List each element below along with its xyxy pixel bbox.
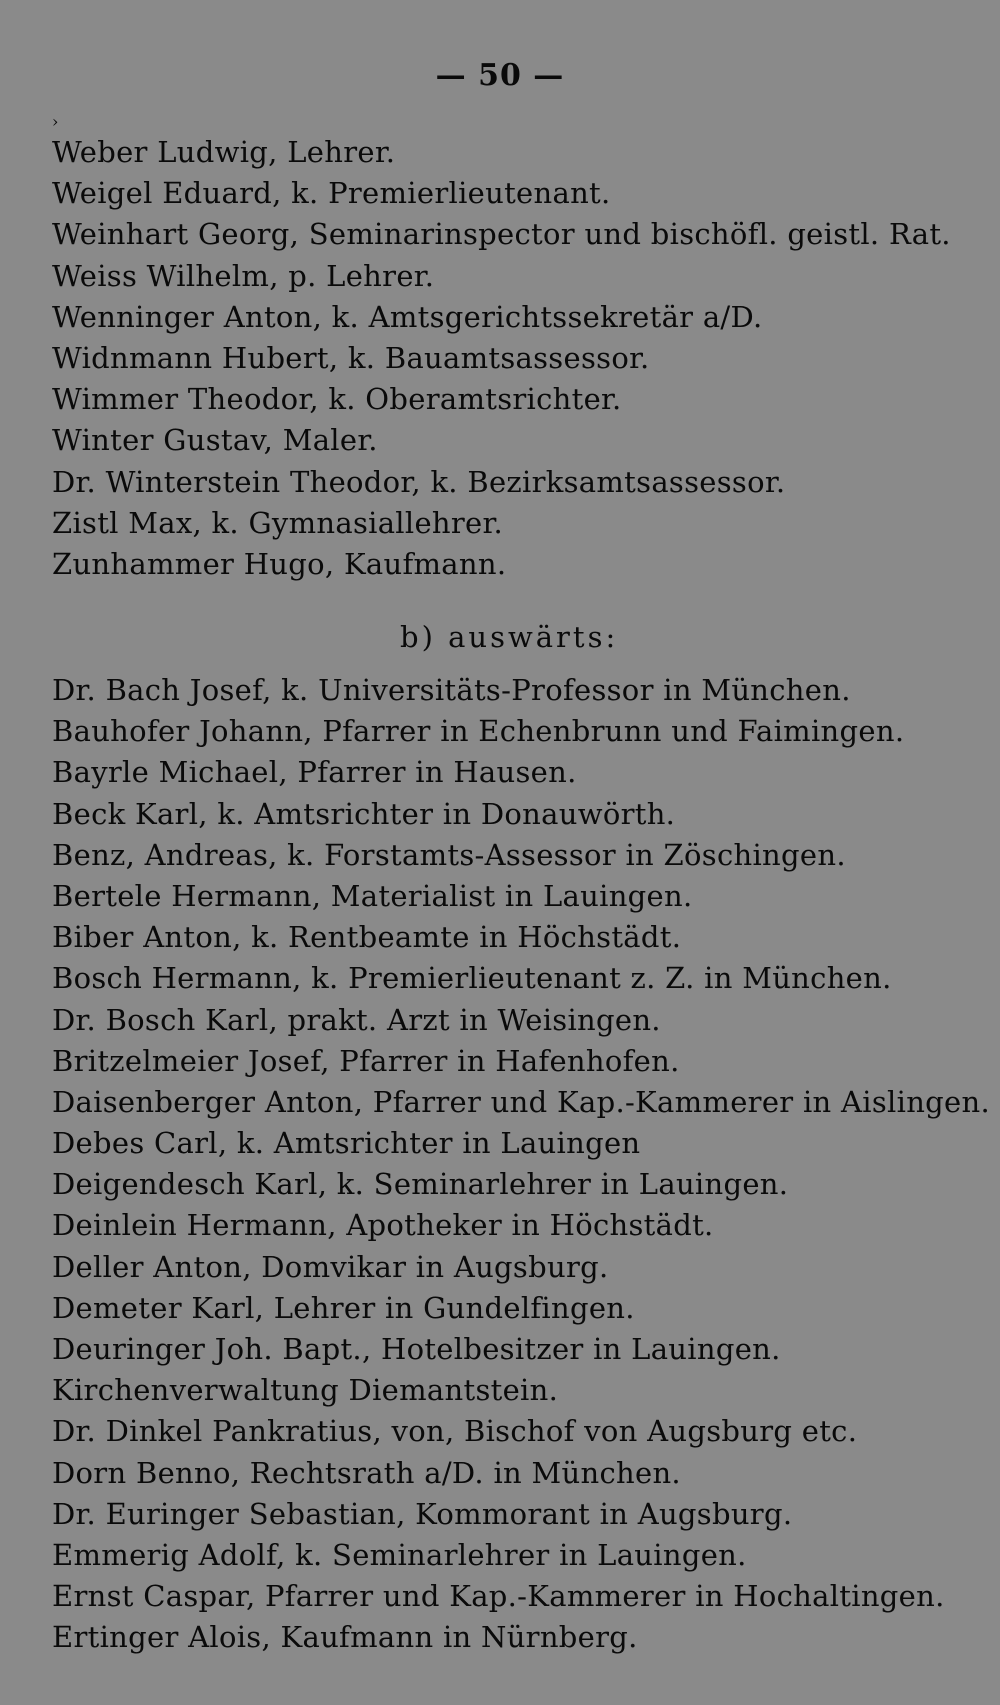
list-item: Zunhammer Hugo, Kaufmann.: [52, 546, 507, 581]
list-item: Dr. Euringer Sebastian, Kommorant in Augsburg.: [52, 1496, 793, 1531]
list-item: Weinhart Georg, Seminarinspector und bischöfl. geistl. Rat.: [52, 217, 951, 252]
list-item: Daisenberger Anton, Pfarrer und Kap.-Kammerer in Aislingen.: [52, 1084, 990, 1119]
list-item: Widnmann Hubert, k. Bauamtsassessor.: [52, 340, 650, 375]
list-item: Wenninger Anton, k. Amtsgerichtssekretär a/D.: [52, 299, 763, 334]
list-item: Weiss Wilhelm, p. Lehrer.: [52, 258, 435, 293]
list-item: Demeter Karl, Lehrer in Gundelfingen.: [52, 1290, 635, 1325]
list-item: Zistl Max, k. Gymnasiallehrer.: [52, 505, 504, 540]
list-item: Dr. Bach Josef, k. Universitäts-Professor in München.: [52, 673, 851, 707]
list-item: Wimmer Theodor, k. Oberamtsrichter.: [52, 382, 622, 417]
list-item: Dorn Benno, Rechtsrath a/D. in München.: [52, 1455, 681, 1490]
section-heading-external: b) auswärts:: [400, 620, 619, 654]
list-item: Deller Anton, Domvikar in Augsburg.: [52, 1249, 609, 1284]
list-item: Dr. Winterstein Theodor, k. Bezirksamtsassessor.: [52, 464, 786, 499]
stray-mark: ›: [52, 112, 59, 131]
list-item: Weber Ludwig, Lehrer.: [52, 135, 396, 169]
list-item: Bayrle Michael, Pfarrer in Hausen.: [52, 755, 577, 790]
list-item: Benz, Andreas, k. Forstamts-Assessor in Zöschingen.: [52, 837, 846, 872]
list-item: Kirchenverwaltung Diemantstein.: [52, 1373, 559, 1408]
list-item: Debes Carl, k. Amtsrichter in Lauingen: [52, 1126, 641, 1161]
list-item: Winter Gustav, Maler.: [52, 423, 378, 458]
list-item: Deigendesch Karl, k. Seminarlehrer in Lauingen.: [52, 1167, 789, 1202]
list-item: Ertinger Alois, Kaufmann in Nürnberg.: [52, 1620, 638, 1655]
list-item: Bosch Hermann, k. Premierlieutenant z. Z. in München.: [52, 961, 892, 996]
list-item: Beck Karl, k. Amtsrichter in Donauwörth.: [52, 796, 676, 831]
local-members-list: [52, 132, 972, 585]
list-item: Bertele Hermann, Materialist in Lauingen.: [52, 878, 693, 913]
list-item: Emmerig Adolf, k. Seminarlehrer in Lauingen.: [52, 1537, 747, 1572]
list-item: Deuringer Joh. Bapt., Hotelbesitzer in Lauingen.: [52, 1332, 781, 1366]
page-number: — 50 —: [435, 58, 565, 93]
list-item: Dr. Dinkel Pankratius, von, Bischof von Augsburg etc.: [52, 1414, 858, 1449]
list-item: Weigel Eduard, k. Premierlieutenant.: [52, 176, 611, 211]
list-item: Dr. Bosch Karl, prakt. Arzt in Weisingen.: [52, 1002, 661, 1037]
list-item: Ernst Caspar, Pfarrer und Kap.-Kammerer in Hochaltingen.: [52, 1579, 945, 1614]
external-members-list: [52, 670, 990, 1659]
list-item: Britzelmeier Josef, Pfarrer in Hafenhofen.: [52, 1043, 680, 1078]
list-item: Deinlein Hermann, Apotheker in Höchstädt.: [52, 1208, 714, 1243]
list-item: Bauhofer Johann, Pfarrer in Echenbrunn und Faimingen.: [52, 714, 905, 749]
list-item: Biber Anton, k. Rentbeamte in Höchstädt.: [52, 920, 682, 955]
